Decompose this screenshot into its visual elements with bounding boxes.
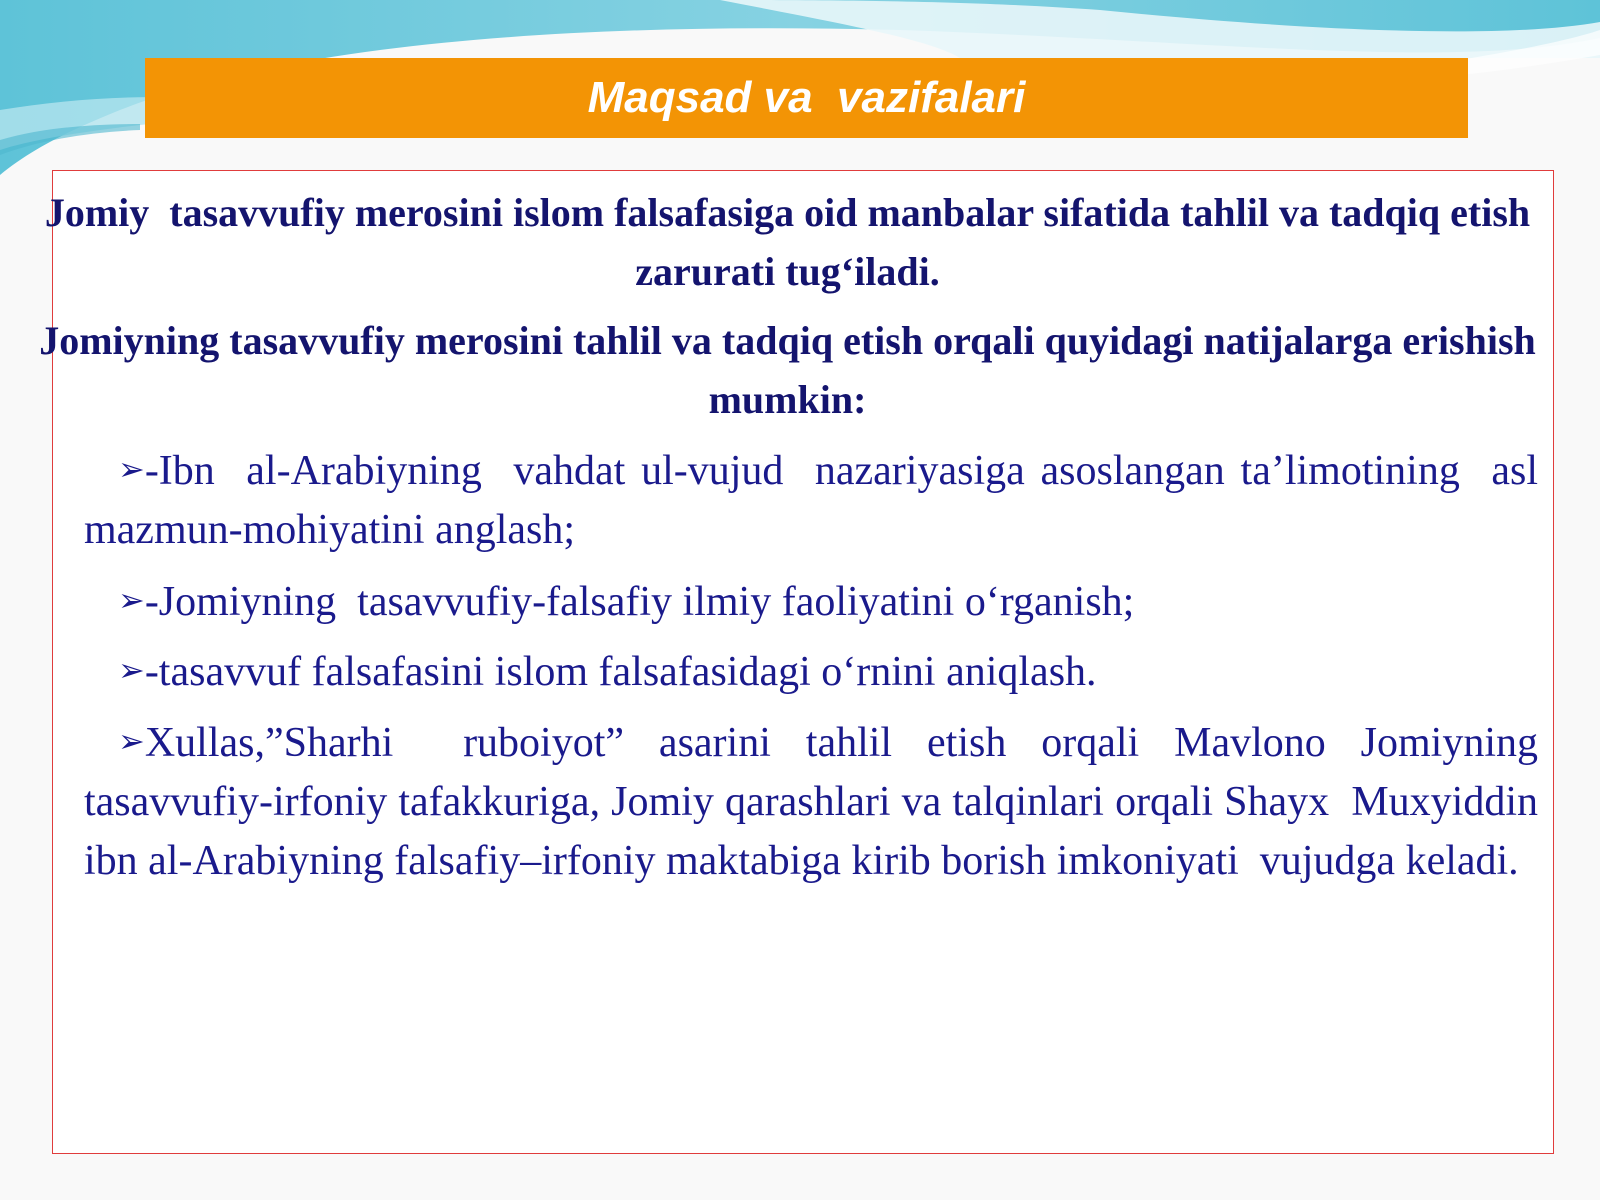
list-item <box>84 571 1538 632</box>
intro-paragraph: Jomiy tasavvufiy merosini islom falsafasiga oid manbalar sifatida tahlil va tadqiq etish zarurati tug‘iladi. <box>44 190 1551 294</box>
arrow-bullet-icon: ➢ <box>118 581 145 619</box>
list-item <box>84 440 1559 560</box>
arrow-bullet-icon: ➢ <box>118 450 145 488</box>
list-item-text: Xullas,”Sharhi ruboiyot” asarini tahlil etish orqali Mavlono Jomiyning tasavvufiy-irfoniy tafakkuriga, Jomiy qarashlari va talqinlari orqali Shayx Muxyiddin ibn al-Arabiyning falsafiy–irfoniy maktabiga kirib borish imkoniyati vujudga keladi. <box>84 720 1559 884</box>
list-item-text: -Ibn al-Arabiyning vahdat ul-vujud nazariyasiga asoslangan ta’limotining asl mazmun-mohiyatini anglash; <box>84 448 1559 553</box>
list-item <box>84 712 1559 891</box>
title-bar <box>145 58 1468 138</box>
arrow-bullet-icon: ➢ <box>118 722 145 760</box>
list-item-text: -tasavvuf falsafasini islom falsafasidagi o‘rnini aniqlash. <box>144 649 1097 695</box>
list-item-text: -Jomiyning tasavvufiy-falsafiy ilmiy faoliyatini o‘rganish; <box>144 579 1135 625</box>
list-item <box>84 641 1538 702</box>
intro-subheading: Jomiyning tasavvufiy merosini tahlil va tadqiq etish orqali quyidagi natijalarga erishish mumkin: <box>39 318 1546 422</box>
slide-title: Maqsad va vazifalari <box>587 73 1026 122</box>
arrow-bullet-icon: ➢ <box>118 651 145 689</box>
